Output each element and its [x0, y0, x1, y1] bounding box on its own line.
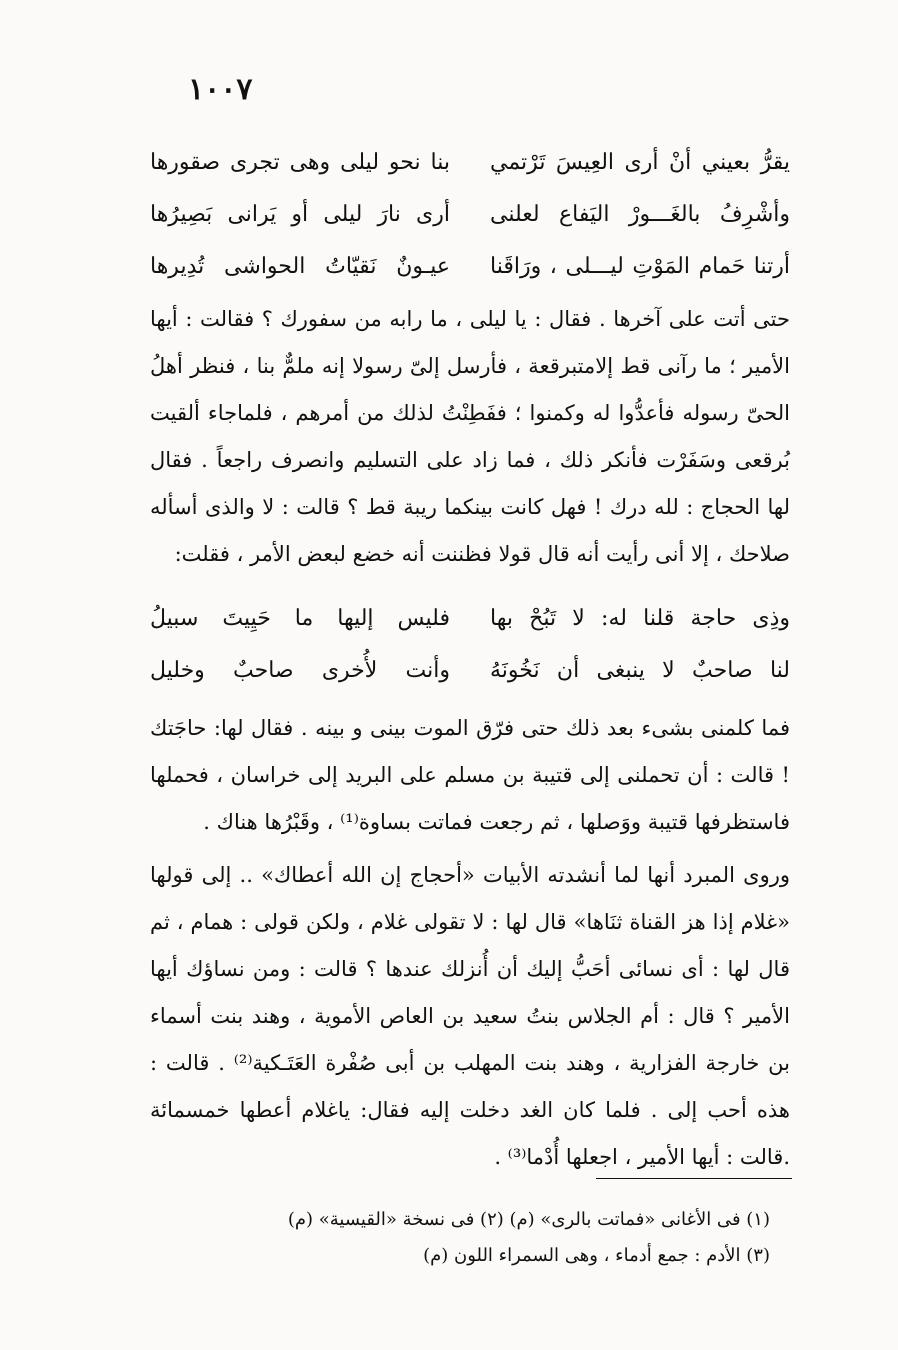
verse-first-hemistich: أرتنا حَمام المَوْتِ ليـــلى ، ورَاقَنا: [490, 254, 790, 279]
verse-first-hemistich: وذِى حاجة قلنا له: لا تَبُحْ بها: [490, 606, 790, 631]
paragraph-text: وروى المبرد أنها لما أنشدته الأبيات «أحجاج إن الله أعطاك» .. إلى قولها «غلام إذا هز القناة ثنَاها» قال لها : لا تقولى غلام ، ولكن قولى : همام ، ثم قال لها : أى نسائى أحَبُّ إليك أن أُنزلك عندها ؟ قالت : ومن نساؤك أيها الأمير ؟ قال : أم الجلاس بنتُ سعيد بن العاص الأموية ، وهند بنت أسماء بن خارجة الفزارية ، وهند بنت المهلب بن أبى صُفْرة العَتَـكية⁽²⁾ . قالت : هذه أحب إلى . فلما كان الغد دخلت إليه فقال: ياغلام أعطها خمسمائة .قالت : أيها الأمير ، اجعلها أُدْما⁽³⁾ .: [150, 863, 790, 1169]
paragraph-text: فما كلمنى بشىء بعد ذلك حتى فرّق الموت بينى و بينه . فقال لها: حاجَتك ! قالت : أن تحملنى إلى قتيبة بن مسلم على البريد إلى خراسان ، فحملها فاستظرفها قتيبة ووَصلها ، ثم رجعت فماتت بساوة⁽¹⁾ ، وقَبْرُها هناك .: [150, 716, 790, 834]
paragraph-text: حتى أتت على آخرها . فقال : يا ليلى ، ما رابه من سفورك ؟ فقالت : أيها الأمير ؛ ما رآنى قط إلامتبرقعة ، فأرسل إلىّ رسولا إنه ملمٌّ بنا ، فنظر أهلُ الحىّ رسوله فأعدُّوا له وكمنوا ؛ ففَطِنْتُ لذلك من أمرهم ، فلماجاء ألقيت بُرقعى وسَفَرْت فأنكر ذلك ، فما زاد على التسليم وانصرف راجعاً . فقال لها الحجاج : لله درك ! فهل كانت بينكما ريبة قط ؟ قالت : لا والذى أسأله صلاحك ، إلا أنى رأيت أنه قال قولا فظننت أنه خضع لبعض الأمر ، فقلت:: [150, 307, 790, 566]
footnote-divider: [596, 1178, 792, 1179]
verse-first-hemistich: وأشْرِفُ بالغَـــورْ اليَفاع لعلنى: [490, 202, 790, 227]
verse-line: [150, 202, 790, 252]
verse-line: [150, 606, 790, 656]
verse-second-hemistich: عيـونٌ نَقيّاتُ الحواشى تُدِيرها: [150, 254, 450, 279]
footnote-line: (٣) الأدم : جمع أدماء ، وهى السمراء اللون (م): [423, 1245, 770, 1266]
prose-paragraph: [150, 296, 790, 578]
verse-line: [150, 150, 790, 200]
verse-second-hemistich: بنا نحو ليلى وهى تجرى صقورها: [150, 150, 450, 175]
verse-first-hemistich: لنا صاحبٌ لا ينبغى أن نَخُونَهُ: [490, 658, 790, 683]
verse-second-hemistich: وأنت لأُخرى صاحبٌ وخليل: [150, 658, 450, 683]
verse-first-hemistich: يقرُّ بعيني أنْ أرى العِيسَ تَرْتمي: [490, 150, 790, 175]
footnotes: [238, 1202, 770, 1274]
verse-second-hemistich: فليس إليها ما حَيِيتَ سبيلُ: [150, 606, 450, 631]
prose-paragraph: [150, 705, 790, 846]
verse-line: [150, 658, 790, 708]
page-number: ١٠٠٧: [188, 72, 253, 107]
verse-second-hemistich: أرى نارَ ليلى أو يَرانى بَصِيرُها: [150, 202, 450, 227]
prose-paragraph: [150, 852, 790, 1181]
footnote-line: (١) فى الأغانى «فماتت بالرى» (م) (٢) فى نسخة «القيسية» (م): [287, 1209, 770, 1230]
